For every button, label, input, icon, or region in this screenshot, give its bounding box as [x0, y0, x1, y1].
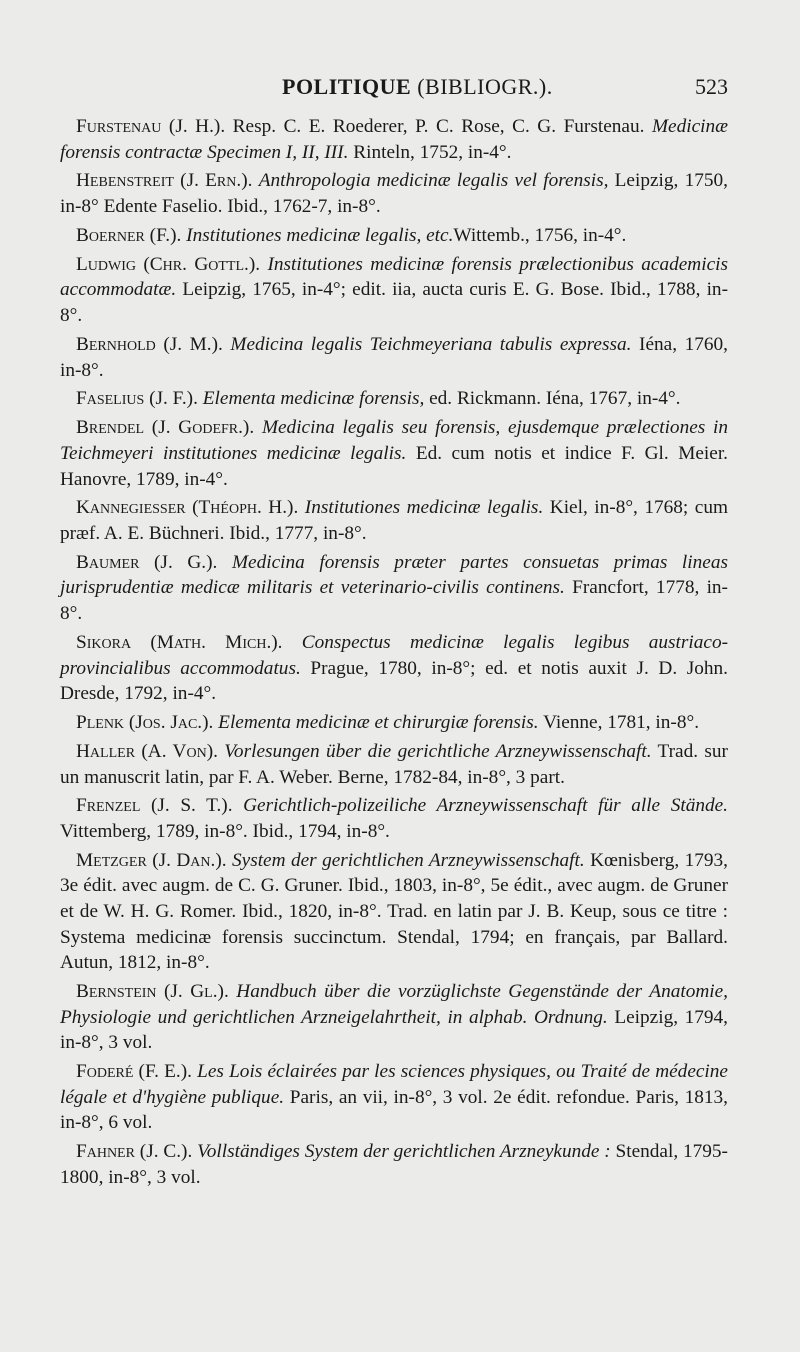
bibliography-entry: [60, 1139, 728, 1190]
entry-author: Hebenstreit (J. Ern.).: [76, 170, 253, 192]
entry-imprint: Kœnisberg, 1793, 3e édit. avec augm. de C. G. Gruner. Ibid., 1803, in-8°, 5e édit., avec augm. de Gruner et de W. H. G. Romer. Ibid., 1820, in-8°. Trad. en latin par J. B. Keup, sous ce titre : Systema medicinæ forensis succinctum. Stendal, 1794; en français, par Ballard. Autun, 1812, in-8°.: [60, 849, 728, 974]
bibliography-list: [60, 114, 728, 1194]
entry-imprint: Wittemb., 1756, in-4°.: [453, 224, 627, 246]
bibliography-entry: [60, 495, 728, 546]
running-header: [60, 74, 728, 106]
bibliography-entry: [60, 979, 728, 1056]
entry-title: Institutiones medicinæ legalis.: [304, 497, 544, 519]
entry-author: Furstenau (J. H.).: [76, 116, 226, 137]
entry-imprint: Paris, an vii, in-8°, 3 vol. 2e édit. refondue. Paris, 1813, in-8°, 6 vol.: [60, 1086, 729, 1134]
entry-title: Anthropologia medicinæ legalis vel forensis,: [258, 170, 609, 192]
entry-author: Baumer (J. G.).: [76, 551, 218, 573]
entry-author: Foderé (F. E.).: [76, 1061, 192, 1083]
entry-author: Kannegiesser (Théoph. H.).: [76, 497, 299, 519]
entry-imprint: Ed. cum notis et indice F. Gl. Meier. Hanovre, 1789, in-4°.: [60, 442, 729, 490]
entry-title: Elementa medicinæ et chirurgiæ forensis.: [218, 712, 539, 734]
entry-title: Medicina forensis præter partes consuetas primas lineas jurisprudentiæ medicæ militaris et veterinario-civilis continens.: [60, 551, 728, 599]
entry-title: Handbuch über die vorzüglichste Gegenstände der Anatomie, Physiologie und gerichtlichen Arzneigelahrtheit, in alphab. Ordnung.: [60, 981, 729, 1028]
entry-imprint: Kiel, in-8°, 1768; cum præf. A. E. Büchneri. Ibid., 1777, in-8°.: [60, 497, 728, 544]
entry-title: Conspectus medicinæ legalis legibus austriaco-provincialibus accommodatus.: [60, 631, 729, 679]
bibliography-entry: [60, 630, 728, 707]
bibliography-entry: [60, 252, 728, 329]
bibliography-entry: [60, 168, 728, 219]
entry-title: System der gerichtlichen Arzneywissenschaft.: [232, 849, 585, 871]
entry-author: Brendel (J. Godefr.).: [76, 417, 255, 439]
page-number: 523: [695, 74, 728, 99]
entry-imprint: ed. Rickmann. Iéna, 1767, in-4°.: [424, 388, 681, 410]
bibliography-entry: [60, 739, 728, 790]
bibliography-entry: [60, 710, 728, 736]
entry-author: Bernhold (J. M.).: [76, 333, 223, 355]
entry-author: Sikora (Math. Mich.).: [76, 631, 283, 653]
entry-imprint: Leipzig, 1794, in-8°, 3 vol.: [60, 1006, 728, 1054]
entry-imprint: Trad. sur un manuscrit latin, par F. A. Weber. Berne, 1782-84, in-8°, 3 part.: [60, 740, 728, 788]
bibliography-entry: [60, 332, 728, 383]
entry-title: Vorlesungen über die gerichtliche Arzneywissenschaft.: [224, 740, 652, 762]
entry-imprint: Leipzig, 1765, in-4°; edit. iia, aucta curis E. G. Bose. Ibid., 1788, in-8°.: [60, 279, 728, 327]
entry-title: Vollständiges System der gerichtlichen Arzneykunde :: [197, 1141, 611, 1163]
running-subtitle: (BIBLIOGR.).: [417, 74, 553, 99]
entry-title: Institutiones medicinæ legalis, etc.: [186, 224, 454, 246]
entry-imprint: Rinteln, 1752, in-4°.: [348, 141, 512, 163]
entry-author: Bernstein (J. Gl.).: [76, 981, 229, 1003]
entry-imprint: Vienne, 1781, in-8°.: [538, 712, 700, 734]
entry-imprint: Prague, 1780, in-8°; ed. et notis auxit J. D. John. Dresde, 1792, in-4°.: [60, 657, 728, 705]
entry-author: Faselius (J. F.).: [76, 388, 198, 410]
bibliography-entry: [60, 793, 728, 844]
entry-imprint: Francfort, 1778, in-8°.: [60, 577, 728, 625]
entry-author: Fahner (J. C.).: [76, 1141, 193, 1163]
bibliography-entry: Furstenau (J. H.). Resp. C. E. Roederer, P. C. Rose, C. G. Furstenau. Medicinæ forensis contractæ Specimen I, II, III. Rinteln, 1752, in-4°.: [60, 116, 728, 163]
bibliography-entry: [60, 1059, 728, 1136]
entry-imprint: Vittemberg, 1789, in-8°. Ibid., 1794, in-8°.: [60, 821, 390, 842]
entry-title: Institutiones medicinæ forensis prælectionibus academicis accommodatæ.: [60, 253, 728, 301]
entry-author: Metzger (J. Dan.).: [76, 849, 227, 871]
entry-imprint: Iéna, 1760, in-8°.: [60, 333, 728, 381]
bibliography-entry: [60, 848, 728, 976]
entry-author: Ludwig (Chr. Gottl.).: [76, 253, 261, 275]
entry-author: Plenk (Jos. Jac.).: [76, 712, 214, 734]
entry-title: Gerichtlich-polizeiliche Arzneywissenschaft für alle Stände.: [243, 795, 729, 817]
bibliography-entry: [60, 223, 728, 249]
entry-title: Les Lois éclairées par les sciences physiques, ou Traité de médecine légale et d'hygiène publique.: [60, 1061, 728, 1108]
entry-imprint: Leipzig, 1750, in-8° Edente Faselio. Ibid., 1762-7, in-8°.: [60, 170, 728, 218]
bibliography-entry: [60, 415, 728, 492]
bibliography-entry: [60, 550, 728, 627]
entry-title: Medicina legalis seu forensis, ejusdemque prælectiones in Teichmeyeri institutiones medicinæ legalis.: [60, 417, 729, 464]
entry-author: Haller (A. Von).: [76, 740, 218, 762]
entry-imprint: Stendal, 1795-1800, in-8°, 3 vol.: [60, 1141, 728, 1188]
entry-title: Medicinæ forensis contractæ Specimen I, II, III.: [60, 116, 728, 163]
entry-title: Medicina legalis Teichmeyeriana tabulis expressa.: [230, 333, 632, 355]
entry-author: Frenzel (J. S. T.).: [76, 795, 233, 817]
entry-author: Boerner (F.).: [76, 224, 182, 246]
bibliography-entry: [60, 386, 728, 412]
running-title: POLITIQUE (BIBLIOGR.).: [282, 74, 553, 99]
entry-title: Elementa medicinæ forensis,: [202, 388, 425, 410]
